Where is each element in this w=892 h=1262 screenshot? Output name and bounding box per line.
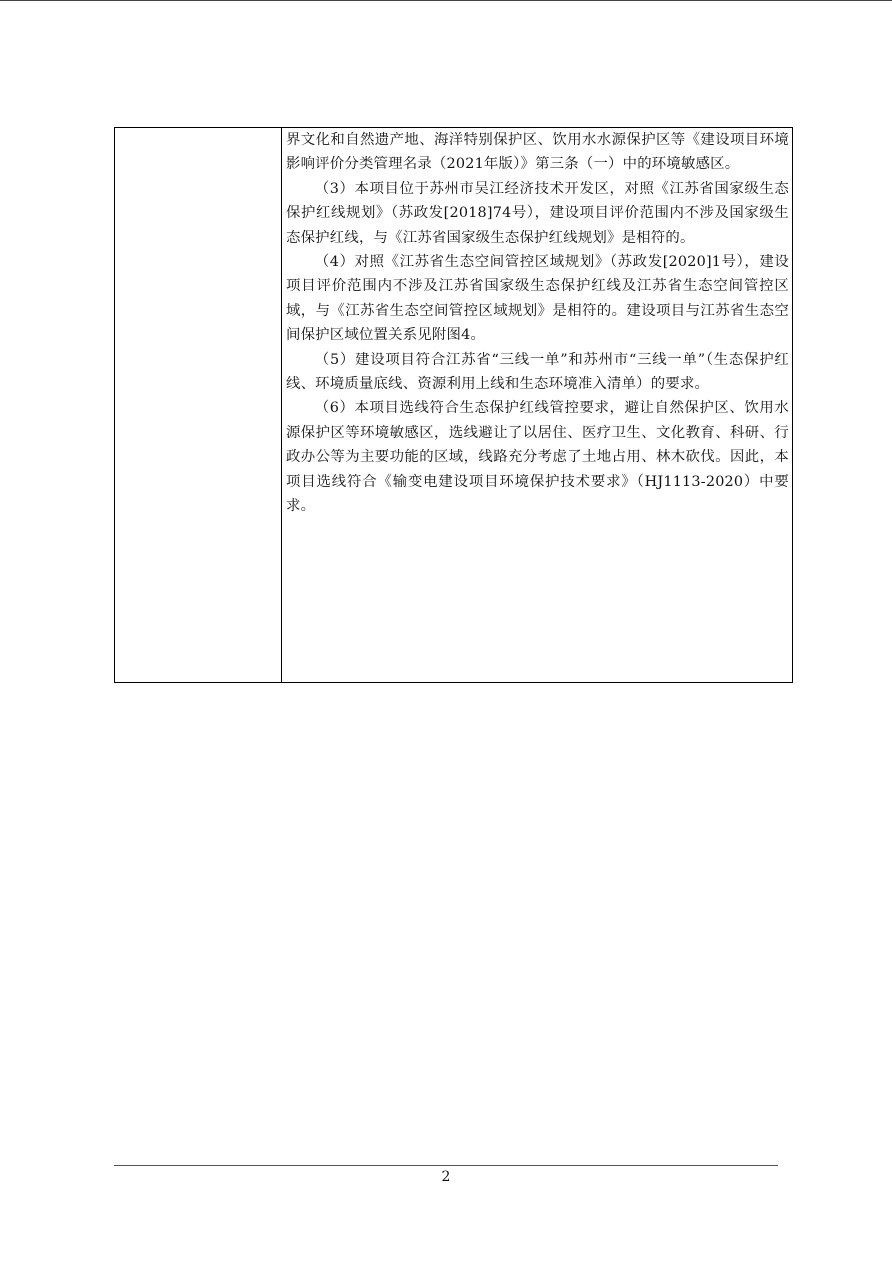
table-left-cell bbox=[115, 128, 282, 682]
paragraph-item-4: （4）对照《江苏省生态空间管控区域规划》（苏政发[2020]1号），建设项目评价范围内不涉及江苏省国家级生态保护红线及江苏省生态空间管控区域，与《江苏省生态空间管控区域规划》是相符的。建设项目与江苏省生态空间保护区域位置关系见附图4。 bbox=[286, 254, 789, 344]
paragraph-item-3: （3）本项目位于苏州市吴江经济技术开发区，对照《江苏省国家级生态保护红线规划》（苏政发[2018]74号），建设项目评价范围内不涉及国家级生态保护红线，与《江苏省国家级生态保护红线规划》是相符的。 bbox=[286, 180, 789, 246]
paragraph-item-5: （5）建设项目符合江苏省“三线一单”和苏州市“三线一单”（生态保护红线、环境质量底线、资源利用上线和生态环境准入清单）的要求。 bbox=[286, 351, 789, 393]
table-right-cell bbox=[282, 128, 792, 682]
content-table bbox=[114, 127, 793, 683]
paragraph-item-6: （6）本项目选线符合生态保护红线管控要求，避让自然保护区、饮用水源保护区等环境敏感区，选线避让了以居住、医疗卫生、文化教育、科研、行政办公等为主要功能的区域，线路充分考虑了土地占用、林木砍伐。因此，本项目选线符合《输变电建设项目环境保护技术要求》（HJ1113-2020）中要求。 bbox=[286, 400, 789, 515]
paragraph-sensitive-areas: 界文化和自然遗产地、海洋特别保护区、饮用水水源保护区等《建设项目环境影响评价分类管理名录（2021年版）》第三条（一）中的环境敏感区。 bbox=[286, 132, 789, 173]
page-top-border bbox=[0, 0, 892, 1]
footer-divider bbox=[114, 1165, 778, 1166]
page-number: 2 bbox=[441, 1169, 451, 1185]
